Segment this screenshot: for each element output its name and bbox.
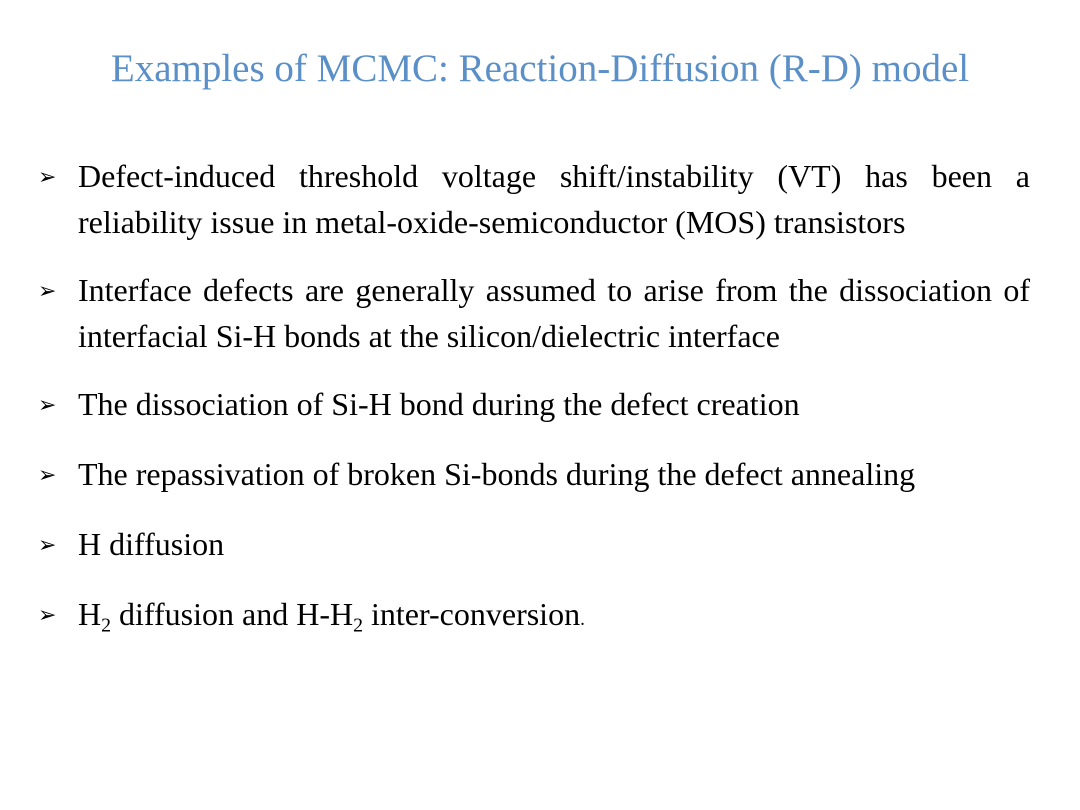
bullet-text-part: diffusion and H-H	[111, 596, 354, 632]
bullet-text: The dissociation of Si-H bond during the defect creation	[78, 386, 800, 422]
bullet-text: Defect-induced threshold voltage shift/instability (VT) has been a reliability issue in metal-oxide-semiconductor (MOS) transistors	[78, 158, 1030, 240]
list-item	[38, 153, 1030, 245]
list-item	[38, 381, 1030, 429]
arrowhead-bullet-icon: ➢	[38, 533, 57, 558]
bullet-list	[38, 153, 1030, 643]
bullet-text: Interface defects are generally assumed to arise from the dissociation of interfacial Si-H bonds at the silicon/dielectric interface	[78, 272, 1030, 354]
subscript-2: 2	[353, 614, 363, 637]
arrowhead-bullet-icon: ➢	[38, 463, 57, 488]
bullet-text: H diffusion	[78, 526, 225, 562]
bullet-text: The repassivation of broken Si-bonds during the defect annealing	[78, 456, 916, 492]
bullet-text-part: inter-conversion	[363, 596, 581, 632]
bullet-text	[78, 591, 1030, 643]
list-item	[38, 267, 1030, 359]
arrowhead-bullet-icon: ➢	[38, 165, 57, 190]
arrowhead-bullet-icon: ➢	[38, 603, 57, 628]
list-item	[38, 521, 1030, 569]
list-item	[38, 591, 1030, 643]
arrowhead-bullet-icon: ➢	[38, 393, 57, 418]
subscript-2: 2	[101, 614, 112, 637]
slide-title: Examples of MCMC: Reaction-Diffusion (R-D) model	[110, 47, 970, 90]
list-item	[38, 451, 1030, 499]
trailing-period: .	[580, 609, 585, 630]
bullet-text-part: H	[78, 596, 102, 632]
arrowhead-bullet-icon: ➢	[38, 279, 57, 304]
